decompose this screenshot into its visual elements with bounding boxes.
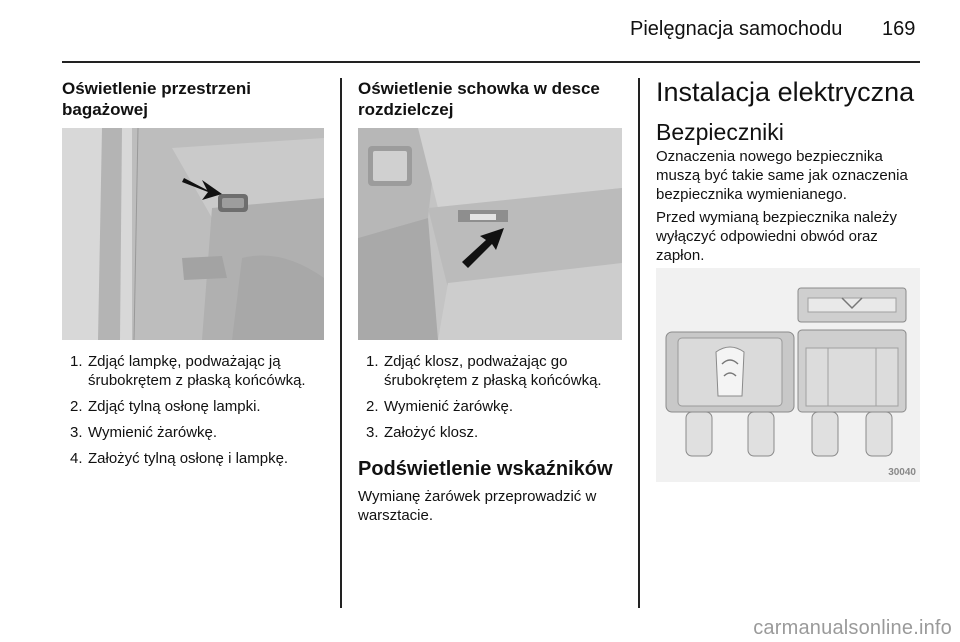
- fuse-illustration: [656, 268, 920, 482]
- heading-fuses: Bezpieczniki: [656, 119, 784, 145]
- list-item: 2. Wymienić żarówkę.: [366, 398, 514, 415]
- cargo-light-photo: [62, 128, 324, 340]
- watermark: carmanualsonline.info: [753, 617, 952, 639]
- list-item: 4. Założyć tylną osłonę i lampkę.: [70, 450, 289, 467]
- heading-electrical-system: Instalacja elektryczna: [656, 77, 915, 107]
- page-number: 169: [882, 18, 916, 40]
- column-divider-1: [340, 78, 342, 608]
- list-item: 3. Założyć klosz.: [366, 424, 479, 441]
- list-item: 1. Zdjąć lampkę, podważając ją śrubokrętem z płaską końcówką.: [70, 353, 306, 389]
- heading-glovebox-light: Oświetlenie schowka w desce rozdzielczej: [358, 79, 600, 119]
- glovebox-light-steps: [358, 352, 634, 449]
- instrument-lighting-text: Wymianę żarówek przeprowadzić w warsztacie.: [358, 488, 597, 524]
- glovebox-light-photo: [358, 128, 622, 340]
- list-item: 3. Wymienić żarówkę.: [70, 424, 218, 441]
- column-divider-2: [638, 78, 640, 608]
- figure-code: 30040: [888, 467, 916, 478]
- fuses-paragraph-2: Przed wymianą bezpiecznika należy wyłączyć odpowiedni obwód oraz zapłon.: [656, 209, 897, 264]
- header-rule: [62, 61, 920, 63]
- list-item: 2. Zdjąć tylną osłonę lampki.: [70, 398, 261, 415]
- list-item: 1. Zdjąć klosz, podważając go śrubokrętem z płaską końcówką.: [366, 353, 602, 389]
- fuses-paragraph-1: Oznaczenia nowego bezpiecznika muszą być takie same jak oznaczenia bezpiecznika wymienianego.: [656, 148, 908, 203]
- heading-cargo-light: Oświetlenie przestrzeni bagażowej: [62, 79, 251, 119]
- heading-instrument-lighting: Podświetlenie wskaźników: [358, 458, 613, 480]
- cargo-light-steps: [62, 352, 332, 475]
- running-header-title: Pielęgnacja samochodu: [630, 18, 843, 40]
